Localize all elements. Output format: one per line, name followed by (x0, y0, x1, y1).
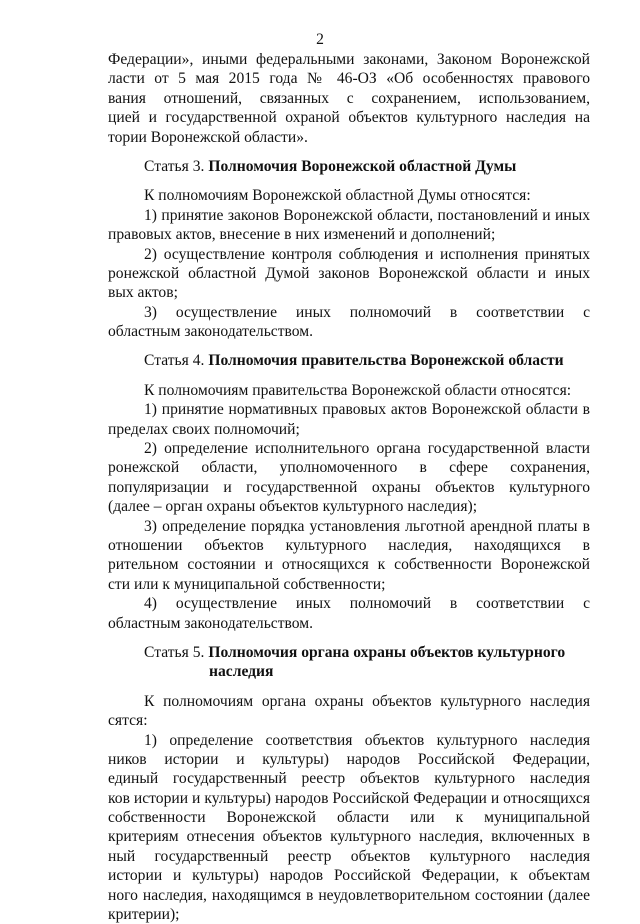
text-line: 3) осуществление иных полномочий в соответствии с (144, 303, 590, 321)
text-line: областным законодательством. (108, 323, 314, 341)
text-line: 2) определение исполнительного органа государственной власти (144, 440, 590, 458)
text-line: Федерации», иными федеральными законами, Законом Воронежской (108, 51, 590, 68)
article-4-prefix: Статья 4. (144, 352, 205, 370)
article-4-title: Полномочия правительства Воронежской области (208, 352, 564, 370)
text-line: рительном состоянии и относящихся к собственности Воронежской (108, 556, 590, 574)
article-3-heading (108, 157, 590, 176)
text-line: 1) принятие нормативных правовых актов Воронежской области в (144, 401, 590, 419)
text-line: 1) принятие законов Воронежской области, постановлений и иных (144, 206, 590, 224)
text-line: популяризации и государственной охраны объектов культурного (108, 478, 590, 496)
text-line: ный государственный реестр объектов культурного наследия (108, 847, 590, 865)
text-line: 2) осуществление контроля соблюдения и исполнения принятых (144, 245, 590, 263)
article-5-prefix: Статья 5. (144, 643, 205, 661)
text-line: истории и культуры) народов Российской Федерации, к объектам (108, 867, 590, 885)
text-line: тории Воронежской области». (108, 128, 308, 146)
text-line: отношении объектов культурного наследия, находящихся в (108, 536, 590, 554)
text-line: ников истории и культуры) народов Российской Федерации, (108, 750, 590, 768)
text-line: 1) определение соответствия объектов культурного наследия (144, 731, 590, 749)
article-3-title: Полномочия Воронежской областной Думы (208, 157, 517, 175)
text-line: собственности Воронежской области или к муниципальной (108, 809, 590, 827)
text-line: ронежской области, уполномоченного в сфере сохранения, (108, 459, 590, 477)
text-line: пределах своих полномочий; (108, 420, 300, 438)
intro-paragraph (108, 50, 590, 147)
text-line: 4) осуществление иных полномочий в соответствии с (144, 595, 590, 613)
text-line: ного наследия, находящимся в неудовлетворительном состоянии (далее (108, 886, 590, 904)
text-line: ков истории и культуры) народов Российской Федерации и относящихся (108, 789, 590, 807)
page-number: 2 (316, 31, 324, 48)
article-5-heading (108, 643, 590, 662)
text-line: цией и государственной охраной объектов культурного наследия на (108, 109, 590, 127)
article-4-lead: К полномочиям правительства Воронежской области относятся: (144, 381, 572, 399)
text-line: (далее – орган охраны объектов культурного наследия); (108, 498, 478, 516)
text-line: ласти от 5 мая 2015 года № 46-ОЗ «Об особенностях правового (108, 70, 590, 88)
text-line: правовых актов, внесение в них изменений и дополнений; (108, 226, 496, 244)
article-3-lead: К полномочиям Воронежской областной Думы относятся: (144, 187, 531, 205)
document-body (108, 50, 590, 924)
text-line: сятся: (108, 712, 148, 730)
text-line: 3) определение порядка установления льготной арендной платы в (144, 517, 590, 535)
text-line: вых актов; (108, 284, 178, 302)
article-5-lead: К полномочиям органа охраны объектов культурного наследия (144, 692, 590, 710)
article-5-title-continued: наследия (209, 663, 274, 681)
text-line: сти или к муниципальной собственности; (108, 575, 386, 593)
text-line: вания отношений, связанных с сохранением, использованием, (108, 89, 590, 107)
article-4-heading (108, 351, 590, 370)
text-line: критерии); (108, 906, 180, 924)
article-5-title: Полномочия органа охраны объектов культурного (208, 643, 566, 661)
text-line: ронежской областной Думой законов Воронежской области и иных (108, 264, 590, 282)
text-line: критериям отнесения объектов культурного наследия, включенных в (108, 828, 590, 846)
article-3-prefix: Статья 3. (144, 157, 205, 175)
text-line: областным законодательством. (108, 614, 314, 632)
text-line: единый государственный реестр объектов культурного наследия (108, 770, 590, 788)
